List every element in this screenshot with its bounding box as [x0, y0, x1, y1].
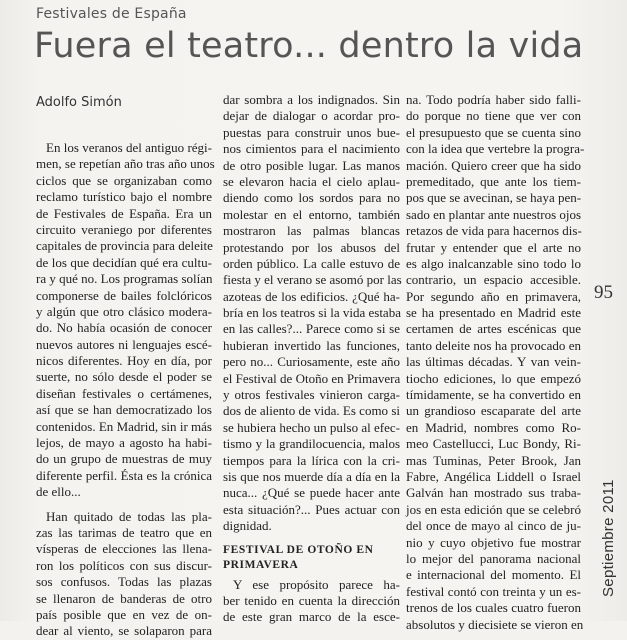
text-line: do un grupo de muestras de muy: [36, 451, 212, 467]
text-line: suerte, no sólo desde el poder se: [36, 369, 212, 385]
text-line: de ello...: [36, 484, 81, 500]
paragraph-gap: [36, 501, 212, 509]
text-line: ra y qué no. Los programas solían: [36, 271, 213, 287]
text-line: contenidos. En Madrid, sin ir más: [36, 418, 212, 434]
text-line: meo Castellucci, Luc Bondy, Ri-: [406, 436, 581, 452]
text-line: circuito veraniego por diferentes: [36, 221, 212, 237]
text-line: lejos, de mayo a agosto ha habi-: [36, 435, 212, 451]
text-line: con la idea que vertebre la progra-: [406, 141, 585, 157]
text-line: dos de aliento de vida. Es como si: [223, 403, 400, 419]
text-line: frutar y entender que el arte no: [406, 239, 581, 255]
text-line: reclamo turístico bajo el nombre: [36, 189, 212, 205]
text-line: mación. Quiero creer que ha sido: [406, 157, 581, 173]
text-line: se elevaron hacia el cielo aplau-: [223, 173, 400, 189]
text-line: se ha presentado en Madrid este: [406, 305, 581, 321]
issue-date: Septiembre 2011: [600, 479, 617, 597]
text-line: lo mejor del panorama nacional: [406, 550, 581, 566]
text-line: Han quitado de todas las pla-: [46, 508, 212, 524]
text-line: mostraron las palmas blancas: [223, 223, 400, 239]
text-line: FESTIVAL DE OTOÑO EN: [223, 543, 374, 556]
text-line: vísperas de elecciones las llena-: [36, 541, 212, 557]
text-line: y otros festivales vinieron carga-: [223, 387, 400, 403]
text-line: en Madrid, nombres como Ro-: [406, 419, 581, 435]
text-line: fiesta y el verano se asomó por las: [223, 272, 402, 288]
text-line: diferente perfil. Ésta es la crónica: [36, 467, 212, 483]
text-line: En los veranos del antiguo régi-: [46, 140, 212, 155]
text-line: es algo inalcanzable sino todo lo: [406, 255, 581, 271]
text-column-1: [36, 140, 215, 640]
text-line: tiempos para la lírica con la cri-: [223, 452, 400, 468]
text-line: de Festivales de España. Era un: [36, 205, 212, 221]
article-title: Fuera el teatro... dentro la vida: [34, 26, 584, 66]
text-line: nuevos autores ni lenguajes escé-: [36, 336, 212, 352]
text-line: tímidamente, se ha convertido en: [406, 387, 581, 403]
text-line: Fabre, Angélica Liddell o Israel: [406, 468, 581, 484]
text-line: do. No había ocasión de conocer: [36, 320, 212, 336]
text-line: Y ese propósito parece ha-: [233, 576, 400, 592]
text-line: y algún que otro clásico modera-: [36, 303, 212, 319]
text-line: sos confusos. Todas las plazas: [36, 574, 212, 590]
text-line: azoteas de los edificios. ¿Qué ha-: [223, 288, 400, 304]
text-line: Por segundo año en primavera,: [406, 288, 581, 304]
text-line: así que se han democratizado los: [36, 402, 212, 418]
text-line: nos cimientos para el nacimiento: [223, 141, 400, 157]
text-line: dignidad.: [223, 518, 272, 534]
page-number: 95: [594, 282, 613, 303]
text-line: men, se repetían año tras año unos: [36, 156, 215, 172]
text-column-2: [223, 92, 400, 626]
text-line: en las calles?... Parece como si se: [223, 321, 400, 337]
text-line: ber tenido en cuenta la dirección: [223, 592, 400, 608]
text-line: orden público. La calle estuvo de: [223, 255, 400, 271]
text-line: el presupuesto que se cuenta sino: [406, 124, 581, 140]
text-line: PRIMAVERA: [223, 558, 299, 571]
text-line: de este gran marco de la esce-: [223, 609, 400, 625]
text-line: molestar en el entorno, también: [223, 206, 400, 222]
text-line: jos en esta edición que se celebró: [406, 501, 581, 517]
text-line: componerse de bailes folclóricos: [36, 287, 212, 303]
text-line: se llenaron de banderas de otro: [36, 590, 212, 606]
text-line: pero no... Curiosamente, este año: [223, 354, 400, 370]
text-line: trenos de los cuales cuatro fueron: [406, 600, 581, 616]
text-line: bría en los teatros si la vida estaba: [223, 305, 401, 321]
text-line: esta situación?... Pues actuar con: [223, 501, 400, 517]
text-line: na. Todo podría haber sido falli-: [406, 92, 581, 107]
text-line: e internacional del momento. El: [406, 567, 581, 583]
text-line: absolutos y diecisiete se vieron en: [406, 616, 584, 632]
text-line: protestando por los abusos del: [223, 239, 400, 255]
text-line: puestas para construir unos bue-: [223, 124, 400, 140]
text-line: nuca... ¿Qué se puede hacer ante: [223, 485, 400, 501]
text-line: retazos de vida para hacernos dis-: [406, 223, 582, 239]
text-line: mas Tuminas, Peter Brook, Jan: [406, 452, 581, 468]
text-line: país posible que en vez de on-: [36, 606, 212, 622]
text-line: el Festival de Otoño en Primavera: [223, 370, 401, 386]
text-line: zas las tarimas de teatro que en: [36, 524, 212, 540]
text-column-3: [406, 92, 585, 633]
text-line: nicos diferentes. Hoy en día, por: [36, 353, 212, 369]
text-line: dear al viento, se solaparon para: [36, 623, 212, 639]
text-line: ron los políticos con sus discur-: [36, 557, 212, 573]
text-line: de los que decidían qué era cultu-: [36, 254, 212, 270]
text-line: tanto deleite nos ha provocado en: [406, 337, 581, 353]
text-line: sis que nos muerde día a día en la: [223, 468, 400, 484]
text-line: se hubiera hecho un pulso al efec-: [223, 419, 400, 435]
section-heading: Festivales de España: [36, 6, 187, 22]
text-line: las últimas décadas. Y van vein-: [406, 354, 581, 370]
article-author: Adolfo Simón: [36, 95, 122, 110]
text-line: tiocho ediciones, lo que empezó: [406, 370, 581, 386]
text-line: contrario, un espacio accesible.: [406, 272, 581, 288]
text-line: de otro posible lugar. Las manos: [223, 157, 400, 173]
text-line: un grandioso escaparate del arte: [406, 403, 581, 419]
text-line: certamen de artes escénicas que: [406, 321, 581, 337]
text-line: tismo y la grandilocuencia, malos: [223, 436, 400, 452]
text-line: hubieran invertido las funciones,: [223, 337, 400, 353]
text-line: do porque no tiene que ver con: [406, 108, 581, 124]
text-line: sado en plantar ante nuestros ojos: [406, 206, 582, 222]
text-line: festival contó con treinta y un es-: [406, 583, 581, 599]
text-line: pos que se avecinan, se haya pen-: [406, 190, 582, 206]
text-line: dar sombra a los indignados. Sin: [223, 92, 400, 107]
text-line: del once de mayo al cinco de ju-: [406, 518, 581, 534]
text-line: capitales de provincia para deleite: [36, 238, 213, 254]
text-line: ciclos que se organizaban como: [36, 172, 212, 188]
text-line: dejar de dialogar o acordar pro-: [223, 108, 400, 124]
text-line: premeditado, que ante los tiem-: [406, 173, 581, 189]
text-line: diseñan festivales o certámenes,: [36, 385, 212, 401]
text-line: nio y cuyo objetivo fue mostrar: [406, 534, 581, 550]
text-line: Galván han mostrado sus traba-: [406, 485, 581, 501]
text-line: diendo como los sordos para no: [223, 190, 400, 206]
paragraph-gap: [223, 535, 400, 543]
